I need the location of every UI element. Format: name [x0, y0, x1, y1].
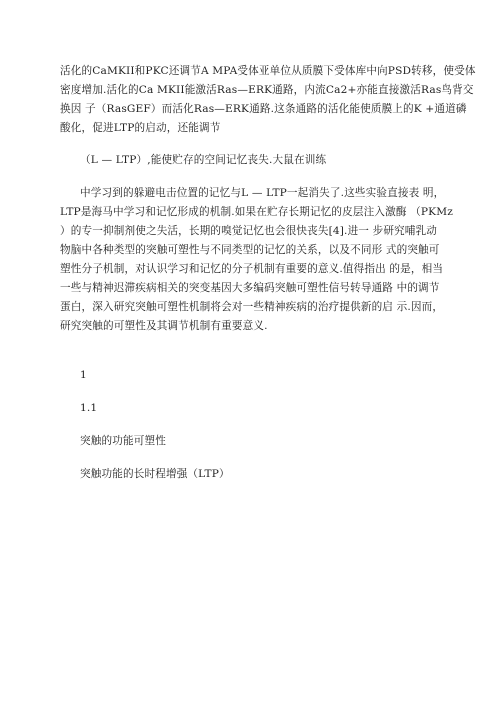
- subsubsection-heading-title: 突触功能的长时程增强（LTP）: [80, 468, 230, 480]
- paragraph-2-line-1: （L — LTP）,能使贮存的空间记忆丧失.大鼠在训练: [80, 154, 327, 166]
- subsection-heading-title: 突触的功能可塑性: [80, 435, 166, 447]
- subsection-heading-number: 1.1: [80, 402, 98, 414]
- paragraph-1-line-3: 换因 子（RasGEF）而活化Ras—ERK通路.这条通路的活化能使质膜上的K +通道磷: [60, 103, 467, 115]
- paragraph-1-line-2: 密度增加.活化的Ca MKII能激活Ras—ERK通路，内流Ca2+亦能直接激活Ras鸟背交: [60, 84, 474, 96]
- paragraph-3-line-3: ）的专一抑制剂使之失活，长期的嗅觉记忆也会很快丧失[4].进一 步研究哺乳动: [60, 225, 438, 237]
- paragraph-1-line-4: 酸化，促进LTP的启动，还能调节: [60, 122, 221, 134]
- paragraph-3-line-7: 蛋白，深入研究突触可塑性机制将会对一些精神疾病的治疗提供新的启 示.因而，: [60, 301, 444, 313]
- paragraph-3-line-5: 塑性分子机制，对认识学习和记忆的分子机制有重要的意义.值得指出 的是，相当: [60, 263, 444, 275]
- paragraph-1-line-1: 活化的CaMKII和PKC还调节A MPA受体亚单位从质膜下受体库中向PSD转移，使受体: [60, 65, 476, 77]
- paragraph-3-line-4: 物脑中各种类型的突触可塑性与不同类型的记忆的关系，以及不同形 式的突触可: [60, 244, 440, 256]
- paragraph-3-line-8: 研究突触的可塑性及其调节机制有重要意义.: [60, 320, 268, 332]
- section-heading-number: 1: [80, 369, 87, 381]
- paragraph-3-line-2: LTP是海马中学习和记忆形成的机制.如果在贮存长期记忆的皮层注入激酶 （PKMz: [60, 206, 453, 218]
- paragraph-3-line-6: 一些与精神迟滞疾病相关的突变基因大多编码突触可塑性信号转导通路 中的调节: [60, 282, 440, 294]
- paragraph-3-line-1: 中学习到的躲避电击位置的记忆与L — LTP一起消失了.这些实验直接表 明，: [80, 187, 445, 199]
